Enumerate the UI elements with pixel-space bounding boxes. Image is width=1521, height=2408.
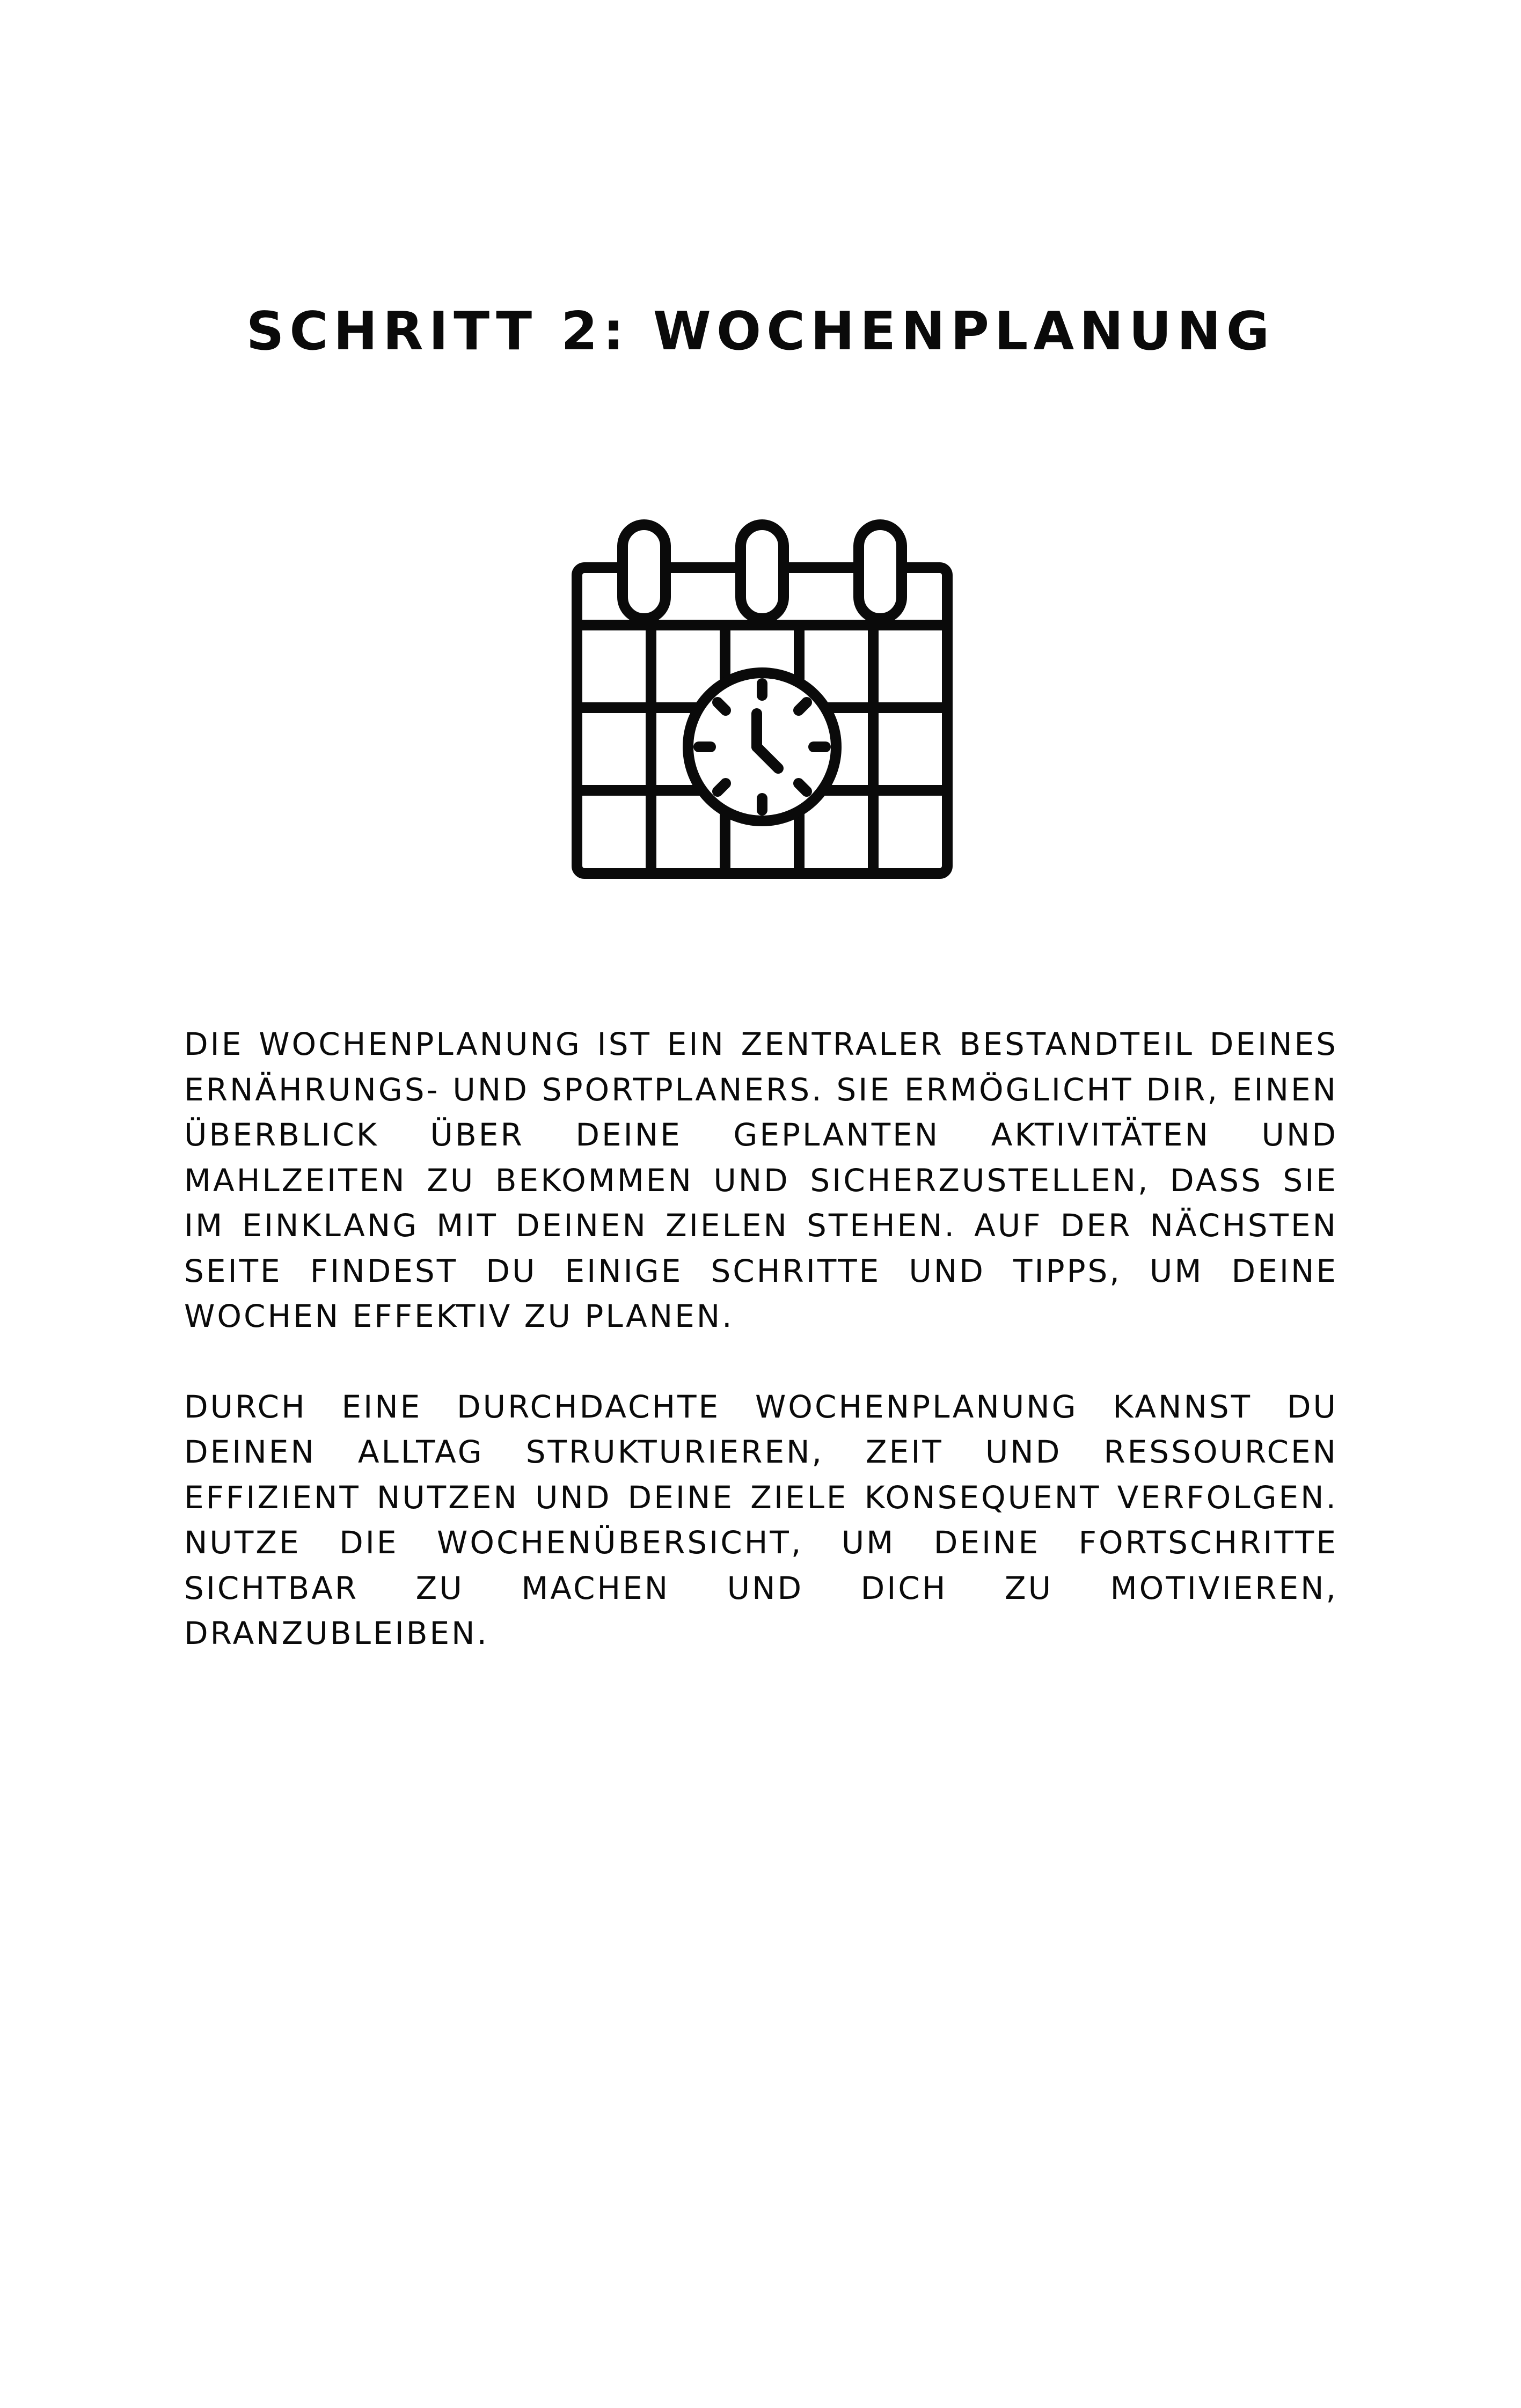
calendar-clock-icon bbox=[569, 515, 955, 880]
paragraph-intro: DIE WOCHENPLANUNG IST EIN ZENTRALER BESTANDTEIL DEINES ERNÄHRUNGS- UND SPORTPLANERS. SIE ERMÖGLICHT DIR, EINEN ÜBERBLICK ÜBER DEINE GEPLANTEN AKTIVITÄTEN UND MAHLZEITEN ZU BEKOMMEN UND SICHERZUSTELLEN, DASS SIE IM EINKLANG MIT DEINEN ZIELEN STEHEN. AUF DER NÄCHSTEN SEITE FINDEST DU EINIGE SCHRITTE UND TIPPS, UM DEINE WOCHEN EFFEKTIV ZU PLANEN. bbox=[184, 1026, 1338, 1334]
paragraph-benefits: DURCH EINE DURCHDACHTE WOCHENPLANUNG KANNST DU DEINEN ALLTAG STRUKTURIEREN, ZEIT UND RESSOURCEN EFFIZIENT NUTZEN UND DEINE ZIELE KONSEQUENT VERFOLGEN. NUTZE DIE WOCHENÜBERSICHT, UM DEINE FORTSCHRITTE SICHTBAR ZU MACHEN UND DICH ZU MOTIVIEREN, DRANZUBLEIBEN. bbox=[184, 1388, 1338, 1651]
page-title: SCHRITT 2: WOCHENPLANUNG bbox=[246, 301, 1275, 362]
body-text bbox=[184, 1022, 1338, 1656]
